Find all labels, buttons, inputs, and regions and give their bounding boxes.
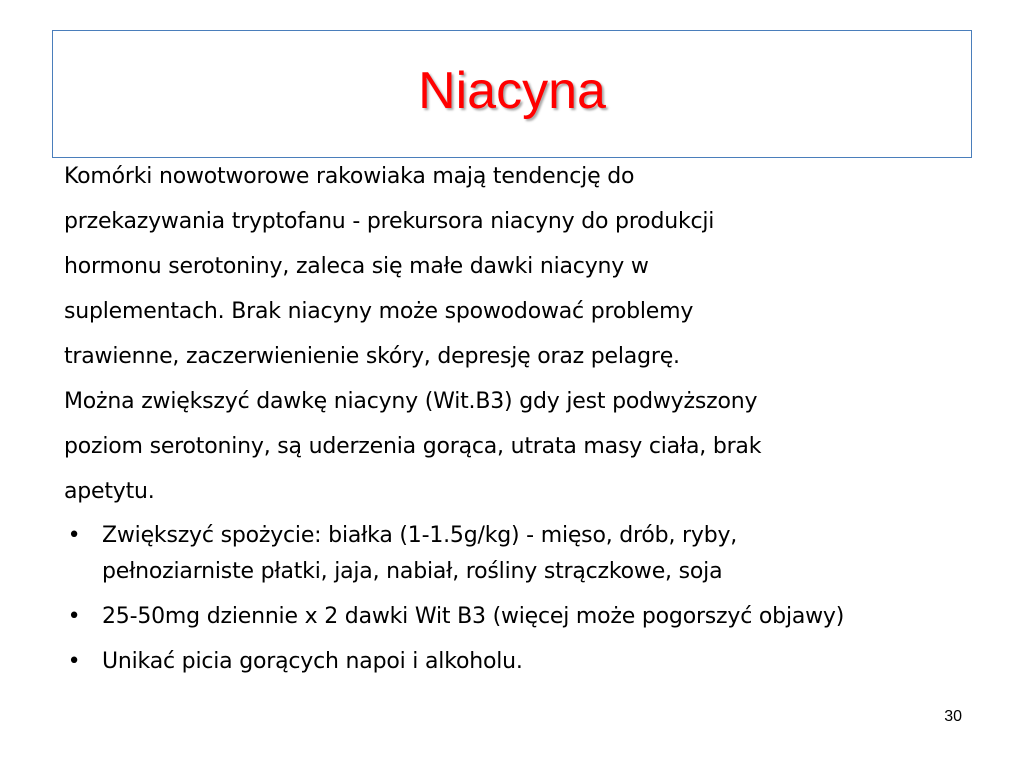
bullet-item <box>64 599 984 644</box>
bullet-item <box>64 644 984 689</box>
paragraph-line: Można zwiększyć dawkę niacyny (Wit.B3) gdy jest podwyższony <box>64 389 758 414</box>
bullet-icon: • <box>67 523 81 548</box>
paragraph-line: przekazywania tryptofanu - prekursora niacyny do produkcji <box>64 209 715 234</box>
paragraph-line: poziom serotoniny, są uderzenia gorąca, utrata masy ciała, brak <box>64 434 762 459</box>
paragraph-line: Komórki nowotworowe rakowiaka mają tendencję do <box>64 164 635 189</box>
bullet-item <box>64 518 984 590</box>
paragraph-line: apetytu. <box>64 479 155 504</box>
paragraph-line: suplementach. Brak niacyny może spowodować problemy <box>64 299 694 324</box>
paragraph-line: hormonu serotoniny, zaleca się małe dawki niacyny w <box>64 254 649 279</box>
body-paragraph <box>64 158 964 518</box>
slide-title: Niacyna <box>418 62 606 120</box>
bullet-icon: • <box>67 649 81 674</box>
bullet-icon: • <box>67 604 81 629</box>
title-box <box>52 30 972 158</box>
bullet-line: 25-50mg dziennie x 2 dawki Wit B3 (więcej może pogorszyć objawy) <box>102 604 845 629</box>
paragraph-line: trawienne, zaczerwienienie skóry, depresję oraz pelagrę. <box>64 344 680 369</box>
bullet-line: Zwiększyć spożycie: białka (1-1.5g/kg) - mięso, drób, ryby, <box>102 523 738 548</box>
bullet-list <box>64 518 984 689</box>
bullet-line: Unikać picia gorących napoi i alkoholu. <box>102 649 523 674</box>
bullet-line: pełnoziarniste płatki, jaja, nabiał, rośliny strączkowe, soja <box>102 559 723 584</box>
page-number: 30 <box>944 708 962 725</box>
